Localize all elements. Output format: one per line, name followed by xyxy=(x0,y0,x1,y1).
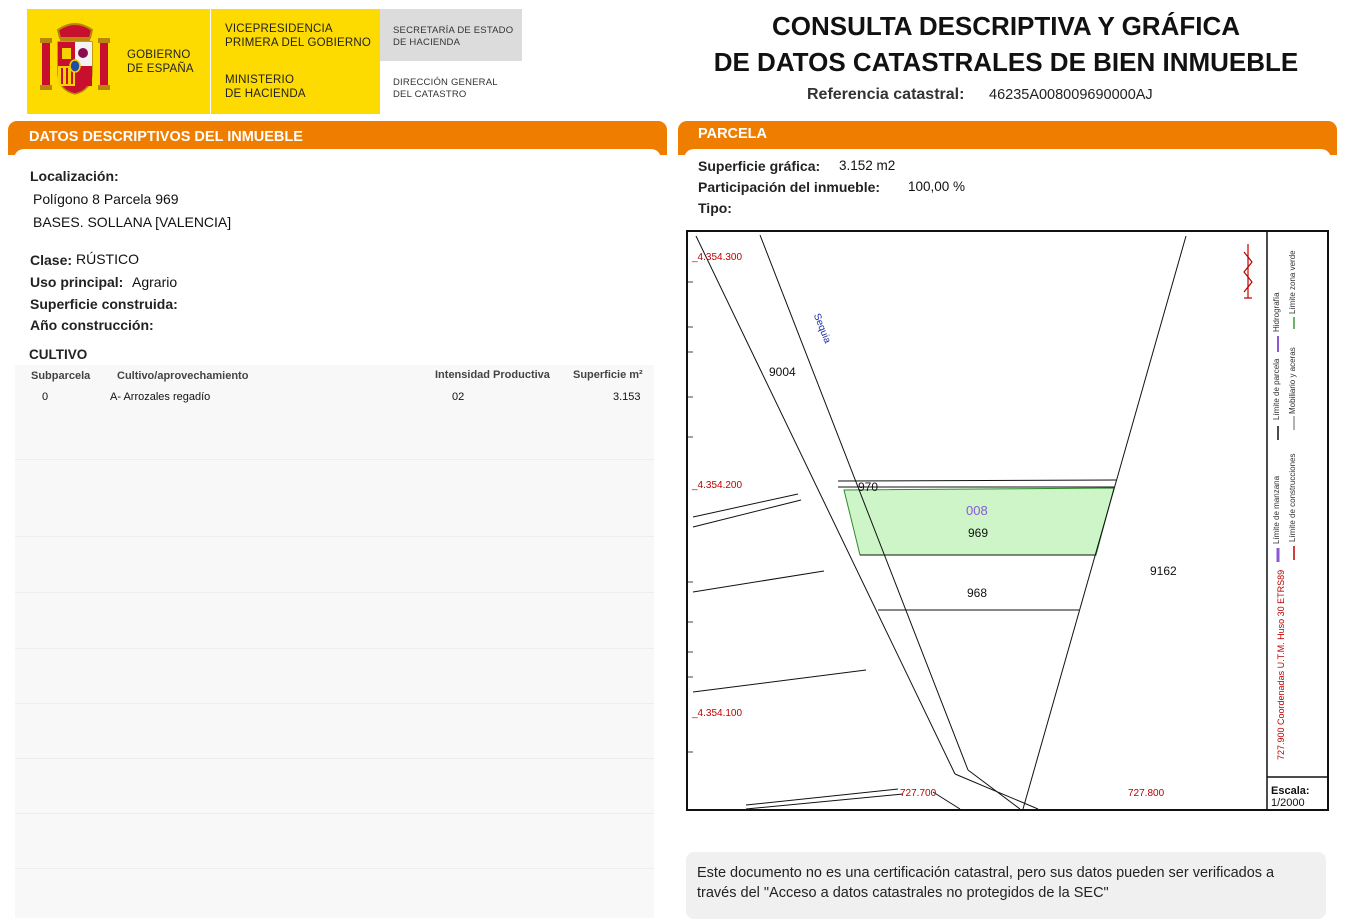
anio-construccion-label: Año construcción: xyxy=(30,317,154,333)
right-section-title: PARCELA xyxy=(698,126,768,142)
sec-line-1: SECRETARÍA DE ESTADO xyxy=(393,25,514,36)
table-stripe xyxy=(15,703,654,704)
scale-label: Escala: xyxy=(1271,785,1310,797)
cultivo-title: CULTIVO xyxy=(29,347,88,362)
direccion-catastro-text xyxy=(393,77,498,101)
col-header-subparcela: Subparcela xyxy=(31,370,91,382)
parcel-map xyxy=(686,230,1329,811)
parcel-map-drawing xyxy=(688,232,1327,809)
clase-value: RÚSTICO xyxy=(76,251,139,267)
tipo-label: Tipo: xyxy=(698,200,732,216)
title-line-2: DE DATOS CATASTRALES DE BIEN INMUEBLE xyxy=(713,47,1299,77)
coat-of-arms-icon xyxy=(38,20,112,100)
col-header-cultivo: Cultivo/aprovechamiento xyxy=(117,370,249,382)
dir-line-1: DIRECCIÓN GENERAL xyxy=(393,77,498,88)
participacion-value: 100,00 % xyxy=(908,179,966,194)
legend-manzana-text: Límite de manzana xyxy=(1272,475,1281,544)
parcel-label: 968 xyxy=(967,586,988,600)
title-line-1: CONSULTA DESCRIPTIVA Y GRÁFICA xyxy=(771,11,1241,41)
gov-line-2: DE ESPAÑA xyxy=(127,63,194,75)
highlighted-parcel xyxy=(844,488,1114,555)
table-stripe xyxy=(15,648,654,649)
y-coord-label: _4.354.200 xyxy=(692,480,743,491)
col-header-superficie: Superficie m² xyxy=(573,369,643,381)
x-coord-label: 727.700 xyxy=(900,788,937,799)
left-section-title: DATOS DESCRIPTIVOS DEL INMUEBLE xyxy=(29,129,303,145)
parcel-label: 970 xyxy=(858,480,879,494)
coords-caption: 727.900 Coordenadas U.T.M. Huso 30 ETRS89 xyxy=(1276,569,1286,760)
table-cell-subparcela: 0 xyxy=(42,391,49,403)
y-coord-label: _4.354.300 xyxy=(692,252,743,263)
vice-line-1: VICEPRESIDENCIA xyxy=(225,23,333,35)
page-title xyxy=(690,8,1322,80)
parcel-label: 008 xyxy=(966,503,988,518)
uso-principal-label: Uso principal: xyxy=(30,274,124,290)
table-stripe xyxy=(15,592,654,593)
uso-principal-value: Agrario xyxy=(132,274,178,290)
table-cell-cultivo: A- Arrozales regadío xyxy=(110,391,211,403)
localizacion-label: Localización: xyxy=(30,168,119,184)
table-stripe xyxy=(15,868,654,869)
parcel-label: 9162 xyxy=(1150,564,1177,578)
y-coord-label: _4.354.100 xyxy=(692,708,743,719)
left-section-body-top xyxy=(14,149,661,169)
superficie-grafica-label: Superficie gráfica: xyxy=(698,158,821,174)
localizacion-line-1: Polígono 8 Parcela 969 xyxy=(33,191,179,207)
disclaimer-text: Este documento no es una certificación catastral, pero sus datos pueden ser verificados a través del "Acceso a datos catastrales no protegidos de la SEC" xyxy=(697,865,1275,901)
vice-line-2: PRIMERA DEL GOBIERNO xyxy=(225,37,372,49)
table-stripe xyxy=(15,459,654,460)
parcel-label: 969 xyxy=(968,526,989,540)
dir-line-2: DEL CATASTRO xyxy=(393,89,467,100)
table-cell-intensidad: 02 xyxy=(452,391,465,403)
cultivo-table xyxy=(15,365,654,918)
parcel-label: 9004 xyxy=(769,365,796,379)
table-stripe xyxy=(15,758,654,759)
localizacion-line-2: BASES. SOLLANA [VALENCIA] xyxy=(33,214,232,230)
table-stripe xyxy=(15,536,654,537)
participacion-label: Participación del inmueble: xyxy=(698,179,881,195)
table-stripe xyxy=(15,813,654,814)
legend-hidrografia-text: Hidrografía xyxy=(1272,292,1281,332)
ref-catastral-label: Referencia catastral: xyxy=(807,86,965,103)
ministerio-text xyxy=(225,73,306,101)
min-line-1: MINISTERIO xyxy=(225,74,295,86)
vicepresidencia-text xyxy=(225,22,371,50)
logo-divider xyxy=(210,9,211,114)
water-label: Sequia xyxy=(810,312,833,345)
secretaria-text xyxy=(393,25,513,49)
scale-value: 1/2000 xyxy=(1271,797,1305,809)
legend-construcciones-text: Límite de construcciones xyxy=(1288,453,1297,542)
col-header-intensidad: Intensidad Productiva xyxy=(435,369,550,381)
superficie-construida-label: Superficie construida: xyxy=(30,296,178,312)
legend-zona-verde-text: Límite zona verde xyxy=(1288,250,1297,314)
clase-label: Clase: xyxy=(30,252,73,268)
table-cell-superficie: 3.153 xyxy=(613,391,641,403)
north-arrow-icon xyxy=(1244,244,1252,298)
superficie-grafica-value: 3.152 m2 xyxy=(839,158,896,173)
x-coord-label: 727.800 xyxy=(1128,788,1165,799)
gov-line-1: GOBIERNO xyxy=(127,49,191,61)
min-line-2: DE HACIENDA xyxy=(225,88,306,100)
legend-mobiliario-text: Mobiliario y aceras xyxy=(1288,347,1297,414)
sec-line-2: DE HACIENDA xyxy=(393,37,461,48)
ref-catastral-value: 46235A008009690000AJ xyxy=(989,87,1153,103)
legend-parcela-text: Límite de parcela xyxy=(1272,358,1281,420)
gobierno-espana-text xyxy=(127,48,194,76)
